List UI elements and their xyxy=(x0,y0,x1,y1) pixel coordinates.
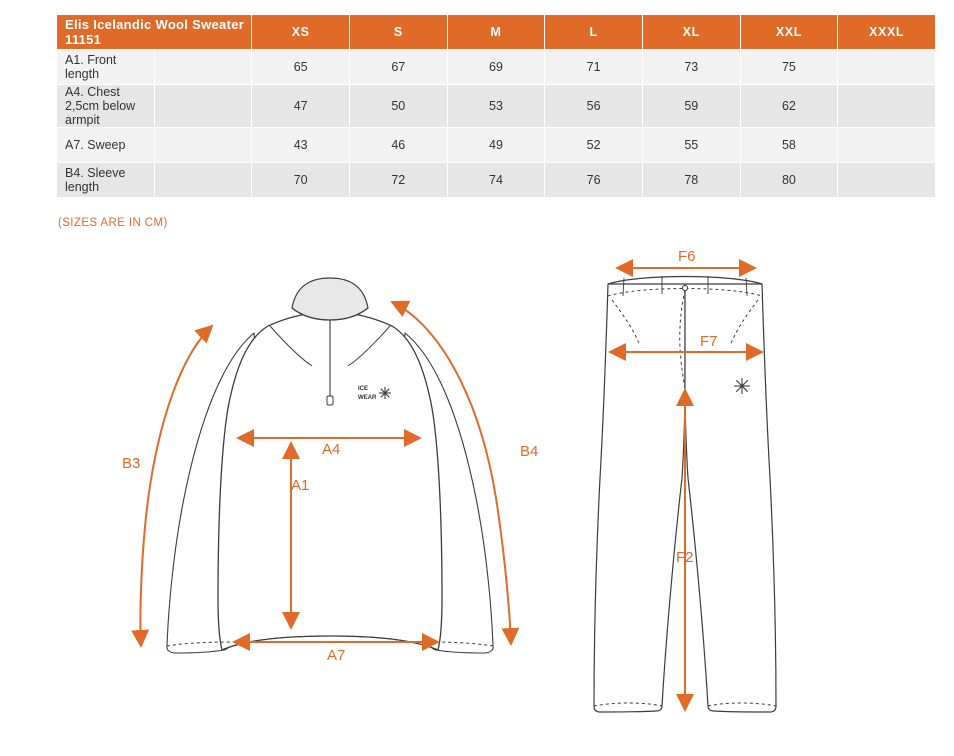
size-chart-table xyxy=(56,14,936,198)
cell-b4-s: 72 xyxy=(349,163,447,198)
size-column-s: S xyxy=(349,15,447,50)
brand-logo-line2: WEAR xyxy=(358,395,377,401)
units-note: (SIZES ARE IN CM) xyxy=(58,217,168,229)
pants-f7-label: F7 xyxy=(700,333,718,350)
table-row xyxy=(57,85,936,128)
cell-a1-s: 67 xyxy=(349,50,447,85)
cell-a7-s: 46 xyxy=(349,128,447,163)
measurement-label-a4: A4. Chest 2,5cm below armpit xyxy=(57,85,155,128)
cell-a7-l: 52 xyxy=(545,128,643,163)
product-title-cell: Elis Icelandic Wool Sweater 11151 xyxy=(57,15,252,50)
cell-b4-xs: 70 xyxy=(252,163,350,198)
sweater-b3-label: B3 xyxy=(122,455,141,472)
cell-a4-xl: 59 xyxy=(642,85,740,128)
cell-a1-xxl: 75 xyxy=(740,50,838,85)
sweater-a1-label: A1 xyxy=(291,477,310,494)
spacer-cell xyxy=(154,163,252,198)
pants-f2-label: F2 xyxy=(676,549,694,566)
cell-a7-xl: 55 xyxy=(642,128,740,163)
cell-a7-xs: 43 xyxy=(252,128,350,163)
cell-a4-l: 56 xyxy=(545,85,643,128)
table-row xyxy=(57,163,936,198)
cell-a4-xxl: 62 xyxy=(740,85,838,128)
cell-a1-xl: 73 xyxy=(642,50,740,85)
sweater-a4-label: A4 xyxy=(322,441,341,458)
table-header xyxy=(57,15,936,50)
size-column-m: M xyxy=(447,15,545,50)
measurement-label-b4: B4. Sleeve length xyxy=(57,163,155,198)
table-header-row xyxy=(57,15,936,50)
cell-b4-m: 74 xyxy=(447,163,545,198)
size-column-l: L xyxy=(545,15,643,50)
cell-a7-xxxl xyxy=(838,128,936,163)
cell-a4-m: 53 xyxy=(447,85,545,128)
measurement-label-a1: A1. Front length xyxy=(57,50,155,85)
spacer-cell xyxy=(154,128,252,163)
pants-f6-label: F6 xyxy=(678,248,696,265)
cell-a4-xxxl xyxy=(838,85,936,128)
size-column-xxl: XXL xyxy=(740,15,838,50)
sweater-b4-label: B4 xyxy=(520,443,539,460)
snowflake-icon xyxy=(734,378,750,394)
spacer-cell xyxy=(154,85,252,128)
cell-a4-xs: 47 xyxy=(252,85,350,128)
spacer-cell xyxy=(154,50,252,85)
sweater-a7-label: A7 xyxy=(327,647,346,664)
size-column-xl: XL xyxy=(642,15,740,50)
cell-a7-m: 49 xyxy=(447,128,545,163)
cell-a1-l: 71 xyxy=(545,50,643,85)
cell-a1-xs: 65 xyxy=(252,50,350,85)
sweater-illustration xyxy=(122,278,538,664)
cell-b4-l: 76 xyxy=(545,163,643,198)
cell-b4-xxxl xyxy=(838,163,936,198)
measurement-label-a7: A7. Sweep xyxy=(57,128,155,163)
size-column-xxxl: XXXL xyxy=(838,15,936,50)
cell-b4-xl: 78 xyxy=(642,163,740,198)
cell-a1-xxxl xyxy=(838,50,936,85)
table-row xyxy=(57,128,936,163)
cell-a4-s: 50 xyxy=(349,85,447,128)
pants-illustration xyxy=(594,248,776,712)
size-column-xs: XS xyxy=(252,15,350,50)
cell-a7-xxl: 58 xyxy=(740,128,838,163)
brand-logo-line1: ICE xyxy=(358,386,369,392)
table-row xyxy=(57,50,936,85)
cell-b4-xxl: 80 xyxy=(740,163,838,198)
cell-a1-m: 69 xyxy=(447,50,545,85)
table-body xyxy=(57,50,936,198)
measurement-diagrams xyxy=(0,238,954,756)
